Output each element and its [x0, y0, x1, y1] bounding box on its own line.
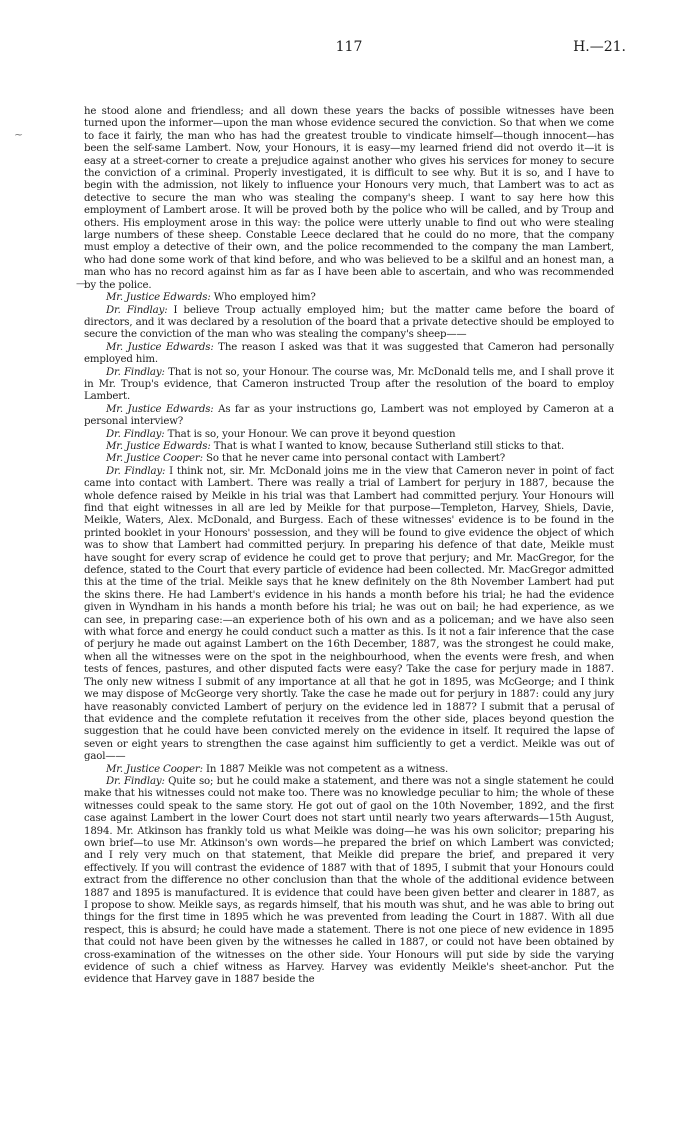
dialogue-paragraph	[84, 453, 614, 465]
speech-text: I think not, sir. Mr. McDonald joins me in the view that Cameron never in point of fact came into contact with Lambert. There was really a trial of Lambert for perjury in 1887, because the whole defence raised by Meikle in his trial was that Lambert had committed perjury. Your Honours will find that eight witnesses in all are led by Meikle for that purpose—Templeton, Harvey, Shiels, Davie, Meikle, Waters, Alex. McDonald, and Burgess. Each of these witnesses' evidence is to be found in the printed booklet in your Honours' possession, and they will be found to give evidence the object of which was to show that Lambert had committed perjury. In preparing his defence of that date, Meikle must have sought for every scrap of evidence he could get to prove that perjury; and Mr. MacGregor, for the defence, stated to the Court that every particle of evidence had been collected. Mr. MacGregor admitted this at the time of the trial. Meikle says that he knew definitely on the 8th November Lambert had put the skins there. He had Lambert's evidence in his hands a month before his trial; he had the evidence given in Wyndham in his hands a month before his trial; he was out on bail; he had experience, as we can see, in preparing case:—an experience both of his own and as a policeman; and we have also seen with what force and energy he could conduct such a matter as this. Is it not a fair inference that the case of perjury he made out against Lambert on the 16th December, 1887, was the strongest he could make, when all the witnesses were on the spot in the neighbourhood, when the events were fresh, and when tests of fences, pastures, and other disputed facts were easy? Take the case for perjury made in 1887. The only new witness I submit of any importance at all that he got in 1895, was McGeorge; and I think we may dispose of McGeorge very shortly. Take the case he made out for perjury in 1887: could any jury have reasonably convicted Lambert of perjury on the evidence led in 1887? I submit that a perusal of that evidence and the complete refutation it receives from the other side, places beyond question the suggestion that he could have been convicted merely on the evidence in itself. It required the lapse of seven or eight years to strengthen the case against him sufficiently to get a verdict. Meikle was out of gaol——	[84, 465, 614, 763]
margin-tick-mark: ~	[14, 128, 24, 141]
speaker-name: Mr. Justice Edwards:	[106, 341, 214, 353]
speech-text: That is not so, your Honour. The course was, Mr. McDonald tells me, and I shall prove it in Mr. Troup's evidence, that Cameron instructed Troup after the resolution of the board to employ Lambert.	[84, 366, 615, 403]
speech-text: In 1887 Meikle was not competent as a witness.	[206, 763, 449, 775]
speaker-name: Mr. Justice Edwards:	[106, 440, 211, 452]
speech-text: That is what I wanted to know, because Sutherland still sticks to that.	[213, 440, 565, 452]
page-number: 117	[335, 39, 363, 55]
speech-text: I believe Troup actually employed him; but the matter came before the board of directors, and it was declared by a resolution of the board that a private detective should be employed to secure the conviction of the man who was stealing the company's sheep——	[84, 304, 614, 341]
dialogue-paragraph	[84, 764, 614, 776]
dialogue-paragraph	[84, 776, 614, 987]
speaker-name: Dr. Findlay:	[106, 304, 168, 316]
speech-text: Who employed him?	[213, 292, 316, 304]
document-reference: H.—21.	[573, 39, 626, 55]
dialogue-paragraph	[84, 441, 614, 453]
dialogue-paragraph	[84, 466, 614, 764]
page-header	[84, 39, 626, 59]
speaker-name: Dr. Findlay:	[106, 428, 165, 440]
speech-text: So that he never came into personal contact with Lambert?	[206, 453, 506, 465]
body-text	[84, 106, 614, 987]
margin-dash-mark: —	[76, 277, 87, 290]
speech-text: That is so, your Honour. We can prove it beyond question	[167, 428, 456, 440]
opening-paragraph: he stood alone and friendless; and all down these years the backs of possible witnesses have been turned upon the informer—upon the man whose evidence secured the conviction. So that when we come to face it fairly, the man who has had the greatest trouble to vindicate himself—though innocent—has been the self-same Lambert. Now, your Honours, it is easy—my learned friend did not overdo it—it is easy at a street-corner to create a prejudice against another who gives his services for money to secure the conviction of a criminal. Properly investigated, it is difficult to see why. But it is so, and I have to begin with the admission, not likely to influence your Honours very much, that Lambert was to act as detective to secure the man who was stealing the company's sheep. I want to say here how this employment of Lambert arose. It will be proved both by the police who will be called, and by Troup and others. His employment arose in this way: the police were utterly unable to find out who were stealing large numbers of these sheep. Constable Leece declared that he could do no more, that the company must employ a detective of their own, and the police recommended to the company the man Lambert, who had done some work of that kind before, and who was believed to be a skilful and an honest man, a man who has no record against him as far as I have been able to ascertain, and who was recommended by the police.	[84, 106, 614, 291]
speaker-name: Mr. Justice Edwards:	[106, 292, 211, 304]
speech-text: The reason I asked was that it was suggested that Cameron had personally employed him.	[84, 341, 614, 366]
dialogue-paragraph	[84, 429, 614, 441]
speaker-name: Mr. Justice Cooper:	[106, 763, 203, 775]
speech-text: Quite so; but he could make a statement, and there was not a single statement he could make that his witnesses could not make too. There was no knowledge peculiar to him; the whole of these witnesses could speak to the same story. He got out of gaol on the 10th November, 1892, and the first case against Lambert in the lower Court does not start until nearly two years afterwards—15th August, 1894. Mr. Atkinson has frankly told us what Meikle was doing—he was his own solicitor; preparing his own brief—to use Mr. Atkinson's own words—he prepared the brief on which Lambert was convicted; and I rely very much on that statement, that Meikle did prepare the brief, and prepared it very effectively. If you will contrast the evidence of 1887 with that of 1895, I submit that your Honours could extract from the difference no other conclusion than that the whole of the additional evidence between 1887 and 1895 is manufactured. It is evidence that could have been given better and clearer in 1887, as I propose to show. Meikle says, as regards himself, that his mouth was shut, and he was able to bring out things for the first time in 1895 which he was prevented from leading the Court in 1887. With all due respect, this is absurd; he could have made a statement. There is not one piece of new evidence in 1895 that could not have been given by the witnesses he called in 1887, or could not have been obtained by cross-examination of the witnesses on the other side. Your Honours will put side by side the varying evidence of such a chief witness as Harvey. Harvey was evidently Meikle's sheet-anchor. Put the evidence that Harvey gave in 1887 beside the	[84, 775, 615, 986]
dialogue-paragraph	[84, 342, 614, 367]
speaker-name: Dr. Findlay:	[106, 775, 165, 787]
speaker-name: Mr. Justice Edwards:	[106, 403, 214, 415]
dialogue-paragraph	[84, 404, 614, 429]
dialogue-paragraph	[84, 292, 614, 304]
speaker-name: Dr. Findlay:	[106, 465, 166, 477]
dialogue-paragraph	[84, 367, 614, 404]
speaker-name: Dr. Findlay:	[106, 366, 165, 378]
speech-text: As far as your instructions go, Lambert was not employed by Cameron at a personal interview?	[84, 403, 614, 428]
speaker-name: Mr. Justice Cooper:	[106, 453, 203, 465]
dialogue-paragraph	[84, 305, 614, 342]
